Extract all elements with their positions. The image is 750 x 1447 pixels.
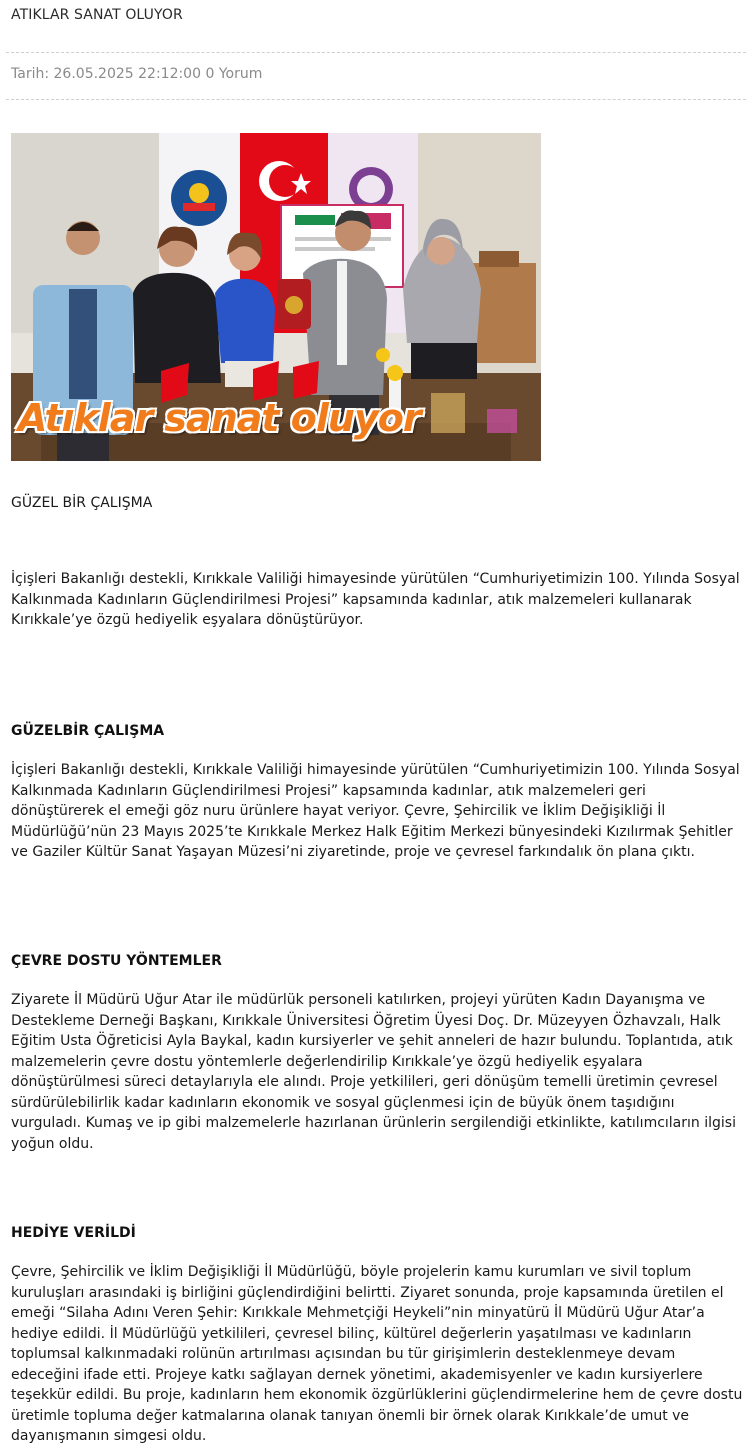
article-subtitle: GÜZEL BİR ÇALIŞMA [11, 495, 153, 511]
article-title: ATIKLAR SANAT OLUYOR [11, 7, 183, 23]
comment-count[interactable]: 0 Yorum [205, 66, 263, 82]
date-label: Tarih: [11, 66, 50, 82]
section-body: İçişleri Bakanlığı destekli, Kırıkkale Valiliği himayesinde yürütülen “Cumhuriyetimizin 100. Yılında Sosyal Kalkınmada Kadınların Güçlendirilmesi Projesi” kapsamında kadınlar, atık malzemeleri geri dönüştürerek el emeği göz nuru ürünlere hayat veriyor. Çevre, Şehircilik ve İklim Değişikliği İl Müdürlüğü’nün 23 Mayıs 2025’te Kırıkkale Merkez Halk Eğitim Merkezi bünyesindeki Kızılırmak Şehitler ve Gaziler Kültür Sanat Yaşayan Müzesi’ni ziyaretinde, proje ve çevresel farkındalık ön plana çıktı. [11, 762, 740, 860]
intro-paragraph: İçişleri Bakanlığı destekli, Kırıkkale Valiliği himayesinde yürütülen “Cumhuriyetimizin 100. Yılında Sosyal Kalkınmada Kadınların Güçlendirilmesi Projesi” kapsamında kadınlar, atık malzemeleri kullanarak Kırıkkale’ye özgü hediyelik eşyalara dönüştürüyor. [11, 571, 740, 628]
section-heading: GÜZELBİR ÇALIŞMA [11, 723, 165, 739]
section-heading: HEDİYE VERİLDİ [11, 1225, 136, 1241]
date-value: 26.05.2025 22:12:00 [53, 66, 202, 82]
meta-divider [6, 99, 746, 100]
section-body: Ziyarete İl Müdürü Uğur Atar ile müdürlük personeli katılırken, projeyi yürüten Kadın Dayanışma ve Destekleme Derneği Başkanı, Kırıkkale Üniversitesi Öğretim Üyesi Doç. Dr. Müzeyyen Özhavzalı, Halk Eğitim Usta Öğreticisi Ayla Baykal, kadın kursiyerler ve şehit anneleri de hazır bulundu. Toplantıda, atık malzemelerin çevre dostu yöntemlerle değerlendirilip Kırıkkale’ye özgü hediyelik eşyalara dönüştürülmesi süreci detaylarıyla ele alındı. Proje yetkilileri, geri dönüşüm temelli üretimin çevresel sürdürülebilirlik kadar kadınların ekonomik ve sosyal güçlenmesi için de büyük önem taşıdığını vurguladı. Kumaş ve ip gibi malzemelerle hazırlanan ürünlerin sergilendiği etkinlikte, katılımcıların ilgisi yoğun oldu. [11, 992, 736, 1152]
article-meta [11, 66, 262, 82]
photo-overlay-headline: Atıklar sanat oluyor [18, 396, 421, 440]
section-body: Çevre, Şehircilik ve İklim Değişikliği İl Müdürlüğü, böyle projelerin kamu kurumları ve sivil toplum kuruluşları arasındaki iş birliğini güçlendirdiğini belirtti. Ziyaret sonunda, proje kapsamında üretilen el emeği “Silaha Adını Veren Şehir: Kırıkkale Mehmetçiği Heykeli”nin minyatürü İl Müdürü Uğur Atar’a hediye edildi. İl Müdürlüğü yetkilileri, çevresel bilinç, kültürel değerlerin yaşatılması ve kadınların toplumsal kalkınmadaki rolünün artırılması açısından bu tür girişimlerin desteklenmeye devam edeceğini ifade etti. Projeye katkı sağlayan dernek yönetimi, akademisyenler ve kadın kursiyerlere teşekkür edildi. Bu proje, kadınların hem ekonomik özgürlüklerini güçlendirmelerine hem de çevre dostu üretimle topluma değer katmalarına olanak tanıyan önemli bir örnek olarak Kırıkkale’de umut ve dayanışmanın simgesi oldu. [11, 1264, 743, 1444]
section-heading: ÇEVRE DOSTU YÖNTEMLER [11, 953, 222, 969]
title-divider [6, 52, 746, 53]
